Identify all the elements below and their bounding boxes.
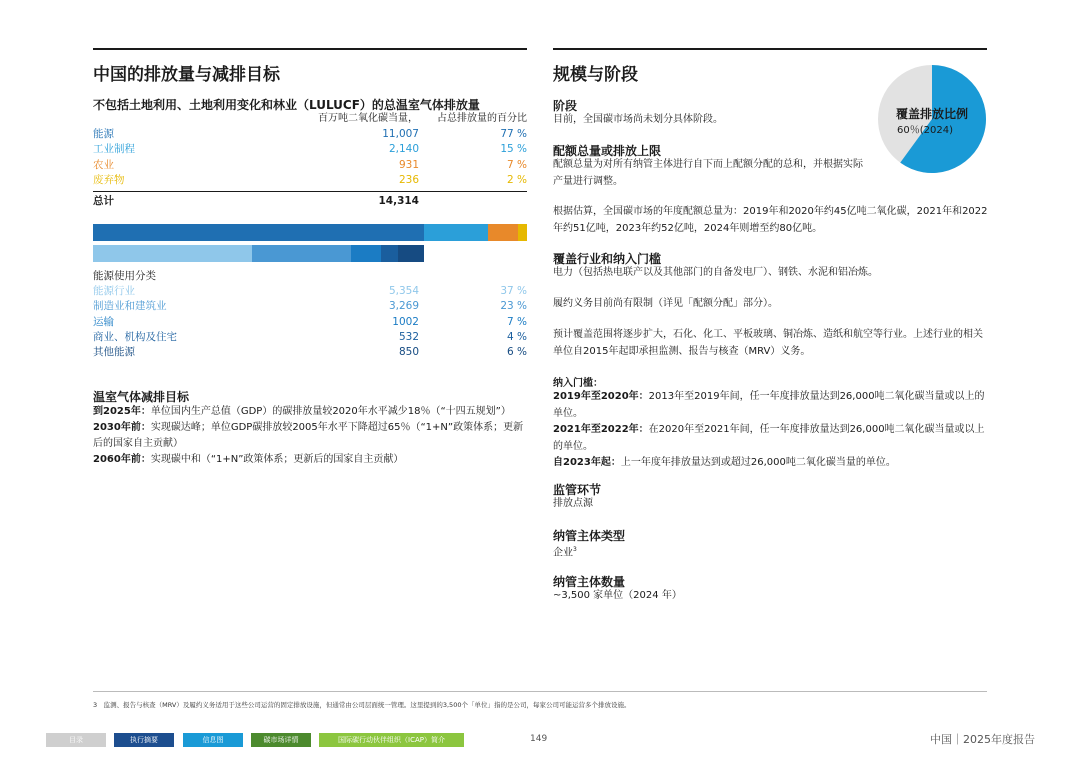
- energy-pct: 37 %: [500, 285, 527, 297]
- energy-label: 能源行业: [93, 285, 135, 297]
- list-item: [553, 389, 989, 422]
- list-item-label: 2021年至2022年：: [553, 424, 649, 435]
- energy-row: [93, 330, 527, 345]
- energy-row: [93, 299, 527, 314]
- list-item-text: 实现碳中和（“1+N”政策体系；更新后的国家自主贡献）: [150, 454, 404, 465]
- s2-text: 配额总量为对所有纳管主体进行自下而上配额分配的总和，并根据实际产量进行调整。: [553, 159, 863, 187]
- energy-bar-segment: [381, 245, 398, 262]
- table-title: 不包括土地利用、土地利用变化和林业（LULUCF）的总温室气体排放量: [93, 98, 480, 112]
- sector-bar-segment: [518, 224, 527, 241]
- pie-sub: 60％(2024): [897, 125, 953, 136]
- right-title: 规模与阶段: [553, 65, 638, 85]
- energy-label: 其他能源: [93, 346, 135, 359]
- total-row: [93, 194, 527, 209]
- threshold-list: [553, 389, 989, 472]
- sectors-pct: 2 %: [507, 173, 527, 186]
- energy-pct: 6 %: [507, 346, 527, 359]
- sectors-row: [93, 173, 527, 188]
- energy-value: 5,354: [388, 285, 419, 297]
- sectors-label: 废弃物: [93, 173, 125, 186]
- list-item-text: 实现碳达峰；单位GDP碳排放较2005年水平下降超过65％（“1+N”政策体系；更新后的国家自主贡献）: [93, 422, 524, 449]
- s3-title: 覆盖行业和纳入门槛: [553, 252, 662, 266]
- list-item-label: 2030年前：: [93, 422, 151, 433]
- list-item-label: 2019年至2020年：: [553, 391, 649, 402]
- energy-bar-segment: [398, 245, 424, 262]
- pie-label: 覆盖排放比例: [896, 107, 969, 121]
- footnote: 3 监测、报告与核查（MRV）及履约义务适用于这些公司运营的固定排放设施，但通常由公司层面统一管理。这里提到的3,500个「单位」指的是公司，每家公司可能运营多个排放设施。: [93, 701, 631, 709]
- left-top-rule: [93, 48, 527, 50]
- list-item: [553, 455, 989, 472]
- s3-text1: 电力（包括热电联产以及其他部门的自备发电厂）、钢铁、水泥和铝冶炼。: [553, 267, 878, 278]
- s5-text: 企业: [553, 547, 573, 559]
- energy-value: 532: [398, 330, 419, 343]
- sector-bar-segment: [424, 224, 488, 241]
- energy-pct: 23 %: [500, 300, 527, 313]
- s5-title: 纳管主体类型: [553, 529, 626, 543]
- list-item: [93, 452, 529, 468]
- list-item: [553, 422, 989, 455]
- sectors-row: [93, 127, 527, 142]
- energy-row: [93, 284, 527, 299]
- list-item-text: 单位国内生产总值（GDP）的碳排放量较2020年水平减少18％（“十四五规划”）: [150, 406, 511, 417]
- s1-title: 阶段: [553, 99, 578, 113]
- list-item-text: 上一年度年排放量达到或超过26,000吨二氧化碳当量的单位。: [620, 457, 896, 468]
- energy-bar-segment: [351, 245, 381, 262]
- left-title: 中国的排放量与减排目标: [93, 65, 280, 85]
- sectors-row: [93, 142, 527, 157]
- energy-label: 制造业和建筑业: [93, 300, 167, 313]
- nav-button[interactable]: 碳市场详情: [251, 733, 311, 747]
- energy-pct: 4 %: [507, 330, 527, 343]
- sectors-value: 11,007: [382, 128, 419, 140]
- sectors-pct: 15 %: [500, 143, 527, 156]
- s5-text-wrap: [553, 542, 989, 562]
- s3-text3: 预计覆盖范围将逐步扩大，石化、化工、平板玻璃、铜冶炼、造纸和航空等行业。上述行业的相关单位自2015年起即承担监测、报告与核查（MRV）义务。: [553, 329, 983, 357]
- s1-text: 目前，全国碳市场尚未划分具体阶段。: [553, 114, 723, 125]
- energy-value: 850: [398, 346, 419, 359]
- list-item-label: 2060年前：: [93, 454, 151, 465]
- energy-share-bar: [93, 245, 527, 262]
- nav-button[interactable]: 信息图: [183, 733, 243, 747]
- nav-button[interactable]: 执行摘要: [114, 733, 174, 747]
- s4-title: 监管环节: [553, 483, 602, 497]
- nav-button[interactable]: 目录: [46, 733, 106, 747]
- list-item: [93, 420, 529, 452]
- sectors-value: 931: [398, 158, 419, 171]
- list-item-label: 到2025年：: [93, 406, 151, 417]
- sectors-value: 2,140: [388, 143, 419, 156]
- targets-title: 温室气体减排目标: [93, 390, 190, 404]
- sectors-label: 工业制程: [93, 143, 135, 156]
- energy-pct: 7 %: [507, 315, 527, 328]
- sectors-pct: 77 %: [500, 128, 527, 140]
- energy-label: 运输: [93, 315, 114, 328]
- energy-value: 1002: [392, 315, 419, 328]
- s4-text: 排放点源: [553, 498, 593, 509]
- sectors-value: 236: [398, 173, 419, 186]
- sectors-label: 能源: [93, 128, 114, 140]
- total-rule: [93, 191, 527, 192]
- total-value: 14,314: [378, 195, 419, 207]
- nav-button[interactable]: 国际碳行动伙伴组织（ICAP）简介: [319, 733, 464, 747]
- sectors-label: 农业: [93, 158, 114, 171]
- energy-row: [93, 345, 527, 360]
- right-top-rule: [553, 48, 987, 50]
- s2-text2: 根据估算，全国碳市场的年度配额总量为：2019年和2020年约45亿吨二氧化碳，2021年和2022年约51亿吨，2023年约52亿吨，2024年则增至约80亿吨。: [553, 206, 988, 234]
- col-header-value: 百万吨二氧化碳当量，: [318, 113, 418, 124]
- s5-footnote-ref[interactable]: 3: [573, 546, 577, 553]
- threshold-title: 纳入门槛：: [553, 378, 603, 389]
- energy-bar-segment: [93, 245, 252, 262]
- sector-bar-segment: [488, 224, 518, 241]
- targets-list: [93, 404, 529, 468]
- s6-text: ~3,500 家单位（2024 年）: [553, 590, 682, 601]
- footnote-rule: [93, 691, 987, 692]
- total-label: 总计: [93, 195, 114, 207]
- list-item-text: 在2020年至2021年间，任一年度排放量达到26,000吨二氧化碳当量或以上的单位。: [553, 424, 985, 452]
- list-item: [93, 404, 529, 420]
- energy-label: 商业、机构及住宅: [93, 330, 177, 343]
- sectors-pct: 7 %: [507, 158, 527, 171]
- sector-bar-segment: [93, 224, 424, 241]
- col-header-pct: 占总排放量的百分比: [437, 113, 527, 124]
- s2-title: 配额总量或排放上限: [553, 144, 662, 158]
- sector-share-bar: [93, 224, 527, 241]
- energy-title: 能源使用分类: [93, 270, 156, 282]
- sectors-row: [93, 158, 527, 173]
- energy-bar-segment: [252, 245, 351, 262]
- energy-value: 3,269: [388, 300, 419, 313]
- list-item-text: 2013年至2019年间，任一年度排放量达到26,000吨二氧化碳当量或以上的单位。: [553, 391, 985, 419]
- s6-title: 纳管主体数量: [553, 575, 626, 589]
- energy-row: [93, 315, 527, 330]
- report-name: 中国｜2025年度报告: [930, 733, 1035, 746]
- page-number: 149: [530, 734, 548, 744]
- list-item-label: 自2023年起：: [553, 457, 621, 468]
- s3-text2: 履约义务目前尚有限制（详见「配额分配」部分）。: [553, 298, 778, 309]
